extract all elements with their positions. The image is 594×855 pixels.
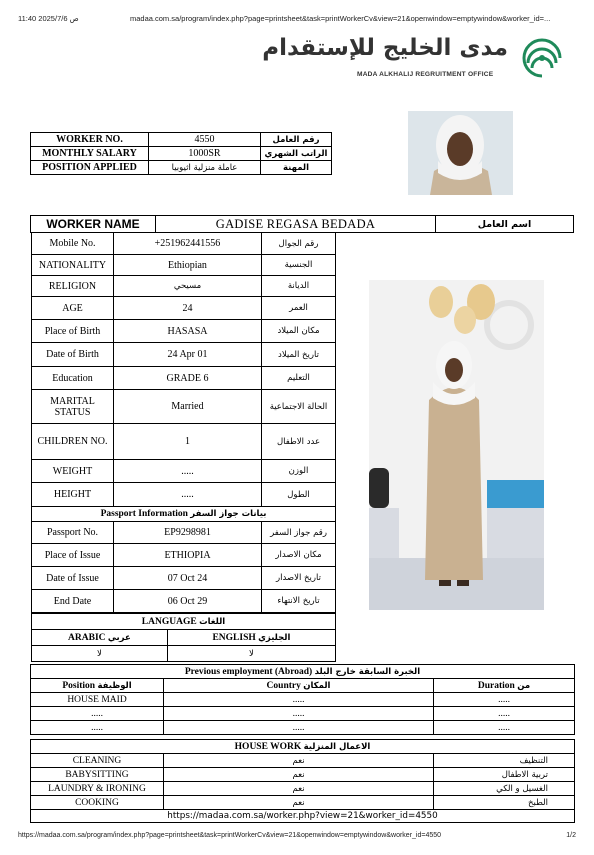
summary-value: عاملة منزلية اثيوبيا	[149, 161, 261, 175]
position-cell: HOUSE MAID	[31, 693, 164, 707]
country-cell: .....	[164, 707, 434, 721]
passport-row	[32, 590, 336, 613]
language-header-cell	[32, 614, 336, 630]
detail-row	[32, 460, 336, 483]
english-language-cell	[167, 630, 335, 646]
previous-employment-header-row	[31, 665, 575, 679]
detail-label: AGE	[32, 297, 114, 320]
detail-arabic-label: التعليم	[262, 367, 336, 390]
skill-value: نعم	[164, 768, 434, 782]
english-language-label-ar: الجليزي	[258, 632, 291, 643]
summary-arabic-label: المهنة	[261, 161, 332, 175]
table-row	[31, 707, 575, 721]
english-language-label: ENGLISH	[212, 632, 256, 643]
passport-arabic-label: رقم جواز السفر	[262, 522, 336, 544]
detail-row	[32, 233, 336, 255]
worker-name-label: WORKER NAME	[31, 216, 156, 233]
print-url: madaa.com.sa/program/index.php?page=printsheet&task=printWorkerCv&view=21&openwindow=emptywindow&worker_id=...	[130, 14, 551, 23]
passport-value: 06 Oct 29	[114, 590, 262, 613]
language-header-row	[32, 614, 336, 630]
country-cell: .....	[164, 693, 434, 707]
previous-employment-columns-row	[31, 679, 575, 693]
previous-employment-table	[30, 664, 575, 735]
worker-name-table	[30, 215, 574, 233]
summary-label: POSITION APPLIED	[31, 161, 149, 175]
passport-arabic-label: تاريخ الانتهاء	[262, 590, 336, 613]
detail-value: 1	[114, 424, 262, 460]
duration-cell: .....	[434, 707, 575, 721]
passport-section-header	[32, 507, 336, 522]
detail-value: Ethiopian	[114, 255, 262, 276]
summary-arabic-label: الراتب الشهري	[261, 147, 332, 161]
detail-arabic-label: عدد الاطفال	[262, 424, 336, 460]
detail-label: Education	[32, 367, 114, 390]
summary-label: MONTHLY SALARY	[31, 147, 149, 161]
detail-label: NATIONALITY	[32, 255, 114, 276]
duration-column-header	[434, 679, 575, 693]
language-table	[31, 613, 336, 662]
passport-label: End Date	[32, 590, 114, 613]
duration-cell: .....	[434, 693, 575, 707]
detail-row	[32, 297, 336, 320]
passport-row	[32, 522, 336, 544]
detail-arabic-label: تاريخ الميلاد	[262, 343, 336, 367]
detail-arabic-label: مكان الميلاد	[262, 320, 336, 343]
detail-value: 24 Apr 01	[114, 343, 262, 367]
skill-cell: BABYSITTING	[31, 768, 164, 782]
detail-arabic-label: الجنسية	[262, 255, 336, 276]
summary-row	[31, 161, 332, 175]
detail-label: HEIGHT	[32, 483, 114, 507]
table-row	[31, 693, 575, 707]
passport-header-cell	[32, 507, 336, 522]
page-number: 1/2	[566, 832, 576, 839]
previous-employment-header-cell	[31, 665, 575, 679]
detail-value: .....	[114, 460, 262, 483]
company-logo	[262, 33, 570, 85]
detail-arabic-label: الحالة الاجتماعية	[262, 390, 336, 424]
language-header-arabic: اللغات	[199, 616, 226, 627]
position-column-label: Position	[62, 680, 96, 691]
detail-value: GRADE 6	[114, 367, 262, 390]
detail-row	[32, 320, 336, 343]
detail-row	[32, 276, 336, 297]
summary-arabic-label: رقم العامل	[261, 133, 332, 147]
passport-row	[32, 544, 336, 567]
passport-row	[32, 567, 336, 590]
summary-label: WORKER NO.	[31, 133, 149, 147]
arabic-language-label-ar: عربي	[107, 632, 131, 643]
country-column-label-ar: المكان	[303, 680, 331, 691]
detail-label: Place of Birth	[32, 320, 114, 343]
position-cell: .....	[31, 707, 164, 721]
table-row	[31, 721, 575, 735]
worker-full-body-photo	[369, 280, 544, 610]
country-cell: .....	[164, 721, 434, 735]
detail-value: 24	[114, 297, 262, 320]
cv-link[interactable]: https://madaa.com.sa/worker.php?view=21&worker_id=4550	[30, 809, 575, 823]
position-column-label-ar: الوظيفة	[97, 680, 132, 691]
detail-row	[32, 390, 336, 424]
skill-arabic-label: تربية الاطفال	[434, 768, 575, 782]
logo-arabic-text: مدى الخليج للإستقدام	[262, 35, 508, 61]
detail-row	[32, 367, 336, 390]
language-values-row	[32, 646, 336, 662]
passport-label: Place of Issue	[32, 544, 114, 567]
house-work-header-cell	[31, 740, 575, 754]
arabic-language-label: ARABIC	[68, 632, 106, 643]
arabic-language-cell	[32, 630, 168, 646]
passport-header-arabic: بيانات جواز السفر	[190, 509, 267, 519]
detail-arabic-label: العمر	[262, 297, 336, 320]
summary-table	[30, 132, 332, 175]
detail-value: Married	[114, 390, 262, 424]
summary-row	[31, 147, 332, 161]
detail-arabic-label: رقم الجوال	[262, 233, 336, 255]
skill-cell: LAUNDRY & IRONING	[31, 782, 164, 796]
detail-arabic-label: الطول	[262, 483, 336, 507]
print-footer-url: https://madaa.com.sa/program/index.php?page=printsheet&task=printWorkerCv&view=21&openwindow=emptywindow&worker_id=4550	[18, 832, 442, 839]
logo-english-text: MADA ALKHALIJ REGRUITMENT OFFICE	[357, 71, 494, 78]
duration-cell: .....	[434, 721, 575, 735]
table-row	[31, 796, 575, 810]
detail-row	[32, 424, 336, 460]
summary-value: 4550	[149, 133, 261, 147]
skill-value: نعم	[164, 782, 434, 796]
arabic-language-value: لا	[32, 646, 168, 662]
passport-label: Date of Issue	[32, 567, 114, 590]
detail-label: MARITAL STATUS	[32, 390, 114, 424]
house-work-header: HOUSE WORK	[234, 741, 302, 752]
detail-row	[32, 255, 336, 276]
duration-column-label: Duration	[477, 680, 515, 691]
table-row	[31, 782, 575, 796]
detail-value: +251962441556	[114, 233, 262, 255]
summary-row	[31, 133, 332, 147]
detail-label: Date of Birth	[32, 343, 114, 367]
detail-label: WEIGHT	[32, 460, 114, 483]
detail-value: مسيحي	[114, 276, 262, 297]
passport-value: 07 Oct 24	[114, 567, 262, 590]
house-work-header-arabic: الاعمال المنزلية	[303, 741, 371, 752]
detail-value: HASASA	[114, 320, 262, 343]
detail-label: Mobile No.	[32, 233, 114, 255]
worker-name-value: GADISE REGASA BEDADA	[156, 216, 436, 233]
country-column-header	[164, 679, 434, 693]
house-work-table	[30, 739, 575, 810]
skill-cell: COOKING	[31, 796, 164, 810]
country-column-label: Country	[266, 680, 301, 691]
passport-label: Passport No.	[32, 522, 114, 544]
skill-value: نعم	[164, 754, 434, 768]
position-cell: .....	[31, 721, 164, 735]
print-datetime: 11:40 2025/7/6 ص	[18, 14, 79, 23]
previous-employment-header: Previous employment (Abroad)	[184, 666, 313, 677]
worker-name-arabic-label: اسم العامل	[436, 216, 574, 233]
detail-row	[32, 483, 336, 507]
passport-header-label: Passport Information	[100, 509, 188, 519]
detail-value: .....	[114, 483, 262, 507]
passport-value: EP9298981	[114, 522, 262, 544]
passport-value: ETHIOPIA	[114, 544, 262, 567]
skill-arabic-label: الطبخ	[434, 796, 575, 810]
browser-print-footer	[18, 832, 576, 844]
detail-label: RELIGION	[32, 276, 114, 297]
english-language-value: لا	[167, 646, 335, 662]
worker-name-row	[31, 216, 574, 233]
skill-arabic-label: التنظيف	[434, 754, 575, 768]
house-work-header-row	[31, 740, 575, 754]
skill-arabic-label: الغسيل و الكي	[434, 782, 575, 796]
language-header-label: LANGUAGE	[141, 616, 197, 627]
previous-employment-header-arabic: الخبرة السابقة خارج البلد	[314, 666, 421, 677]
detail-label: CHILDREN NO.	[32, 424, 114, 460]
passport-arabic-label: مكان الاصدار	[262, 544, 336, 567]
logo-mark-icon	[514, 33, 570, 83]
worker-portrait-photo	[408, 111, 513, 195]
table-row	[31, 754, 575, 768]
worker-details-table	[31, 232, 336, 613]
position-column-header	[31, 679, 164, 693]
table-row	[31, 768, 575, 782]
detail-row	[32, 343, 336, 367]
language-names-row	[32, 630, 336, 646]
duration-column-label-ar: من	[517, 680, 531, 691]
skill-value: نعم	[164, 796, 434, 810]
detail-arabic-label: الديانة	[262, 276, 336, 297]
passport-arabic-label: تاريخ الاصدار	[262, 567, 336, 590]
skill-cell: CLEANING	[31, 754, 164, 768]
browser-print-header	[14, 14, 580, 26]
summary-value: 1000SR	[149, 147, 261, 161]
detail-arabic-label: الوزن	[262, 460, 336, 483]
